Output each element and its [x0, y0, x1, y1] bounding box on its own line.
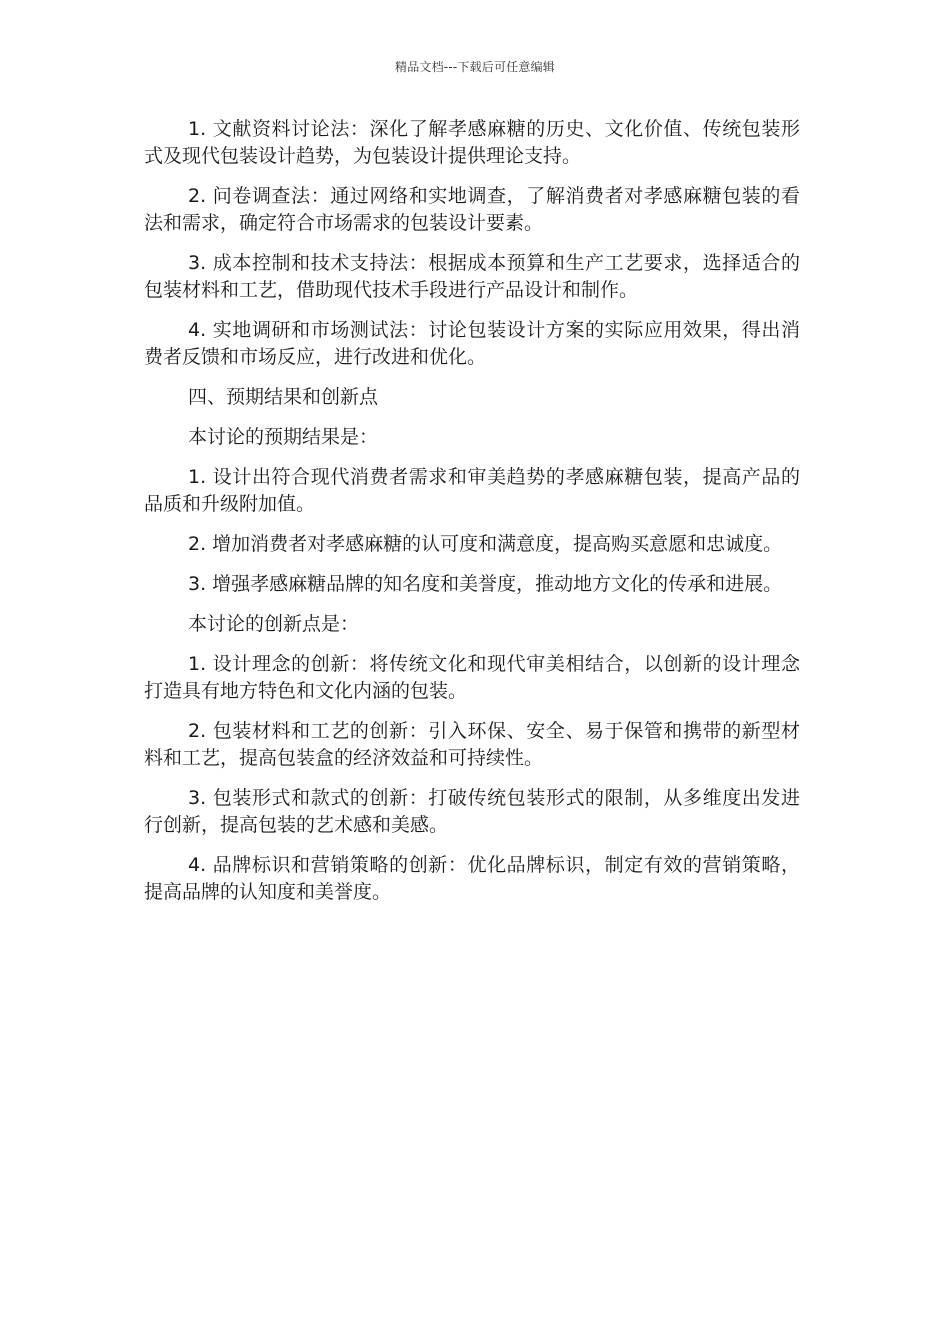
expected-result-3: 3. 增强孝感麻糖品牌的知名度和美誉度，推动地方文化的传承和进展。 [188, 573, 783, 595]
innovation-4: 4. 品牌标识和营销策略的创新：优化品牌标识，制定有效的营销策略，提高品牌的认知度和美誉度。 [144, 854, 800, 903]
innovation-intro: 本讨论的创新点是： [188, 613, 360, 635]
section-heading: 四、预期结果和创新点 [188, 386, 379, 408]
expected-result-1: 1. 设计出符合现代消费者需求和审美趋势的孝感麻糖包装，提高产品的品质和升级附加值。 [144, 466, 800, 515]
method-literature: 1. 文献资料讨论法：深化了解孝感麻糖的历史、文化价值、传统包装形式及现代包装设计趋势，为包装设计提供理论支持。 [144, 118, 800, 167]
innovation-1: 1. 设计理念的创新：将传统文化和现代审美相结合，以创新的设计理念打造具有地方特色和文化内涵的包装。 [144, 653, 800, 702]
expected-result-2: 2. 增加消费者对孝感麻糖的认可度和满意度，提高购买意愿和忠诚度。 [188, 533, 783, 555]
innovation-3: 3. 包装形式和款式的创新：打破传统包装形式的限制，从多维度出发进行创新，提高包装的艺术感和美感。 [144, 787, 800, 836]
innovation-2: 2. 包装材料和工艺的创新：引入环保、安全、易于保管和携带的新型材料和工艺，提高包装盒的经济效益和可持续性。 [144, 720, 800, 769]
expected-results-intro: 本讨论的预期结果是： [188, 426, 379, 448]
method-cost-control: 3. 成本控制和技术支持法：根据成本预算和生产工艺要求，选择适合的包装材料和工艺，借助现代技术手段进行产品设计和制作。 [144, 252, 800, 301]
page-header: 精品文档---下载后可任意编辑 [395, 60, 555, 74]
method-field-research: 4. 实地调研和市场测试法：讨论包装设计方案的实际应用效果，得出消费者反馈和市场反应，进行改进和优化。 [144, 319, 800, 368]
method-questionnaire: 2. 问卷调查法：通过网络和实地调查，了解消费者对孝感麻糖包装的看法和需求，确定符合市场需求的包装设计要素。 [144, 185, 800, 234]
document-body [144, 116, 800, 919]
